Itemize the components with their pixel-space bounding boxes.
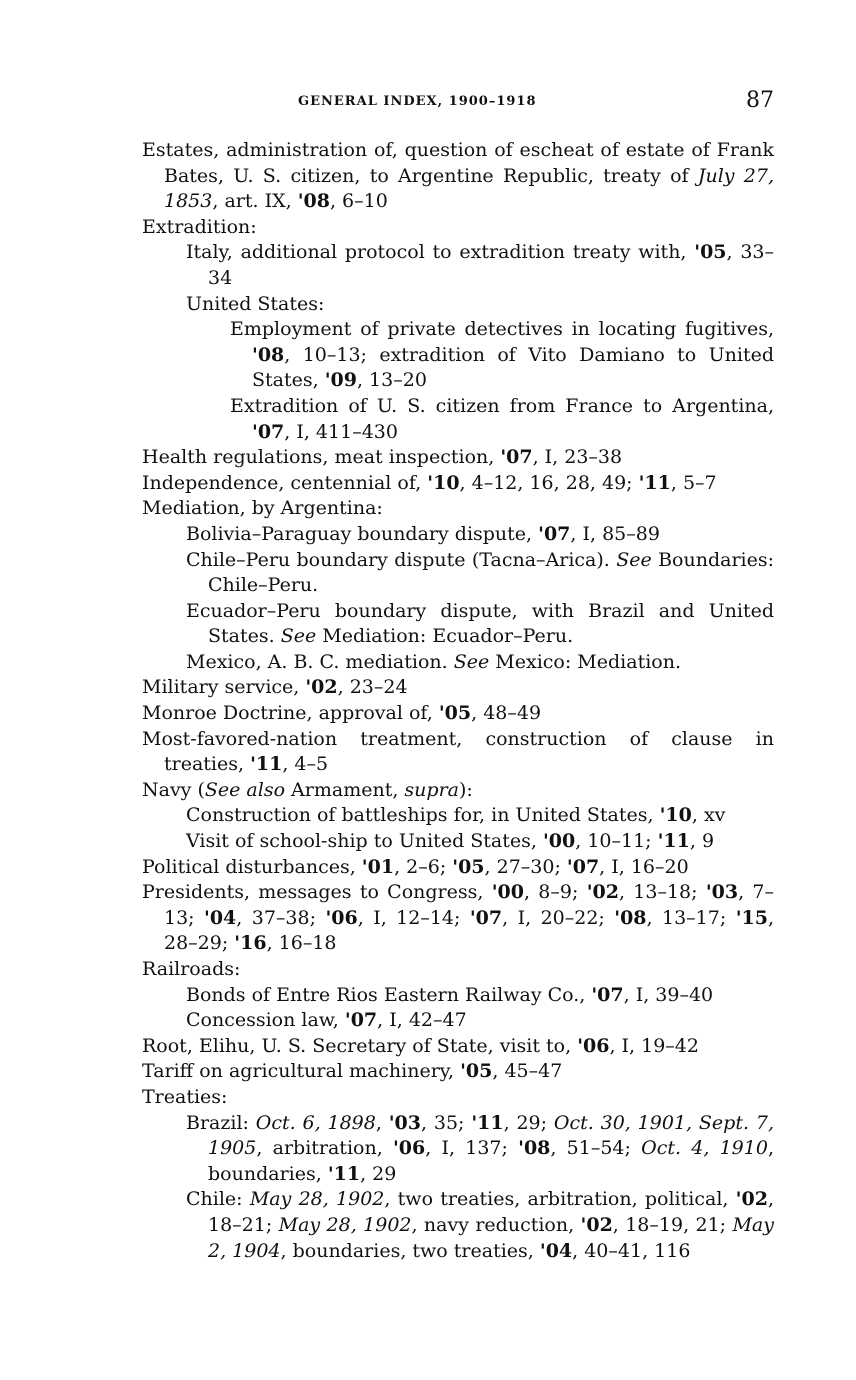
entry-text: , I, 19–42	[609, 1034, 699, 1057]
entry-text: ):	[458, 778, 473, 801]
italic-text: See	[616, 548, 652, 571]
entry-text: Ecuador–Peru boundary dispute, with Brazil and United States.	[186, 599, 774, 648]
entry-text: , 18–19, 21;	[612, 1213, 733, 1236]
entry-text: , 27–30;	[484, 855, 567, 878]
volume-ref: '10	[659, 804, 692, 827]
volume-ref: '10	[427, 471, 460, 494]
volume-ref: '07	[252, 420, 285, 443]
entry-text: , 18–21;	[208, 1188, 774, 1236]
volume-ref: '00	[491, 881, 524, 904]
entry-text: Construction of battleships for, in United States,	[186, 804, 660, 827]
index-entry	[142, 803, 774, 829]
entry-text: Italy, additional protocol to extradition treaty with,	[186, 241, 695, 264]
volume-ref: '07	[566, 855, 600, 878]
index-entry	[142, 983, 774, 1009]
entry-text: Railroads:	[142, 958, 241, 980]
index-entry	[142, 522, 774, 548]
entry-text: Chile:	[186, 1188, 250, 1211]
index-entry	[142, 394, 774, 445]
index-entry	[142, 880, 774, 957]
entry-text: , 51–54;	[550, 1137, 642, 1160]
italic-text: supra	[404, 778, 459, 801]
volume-ref: '00	[542, 830, 576, 853]
index-entry	[142, 829, 774, 855]
entry-text: , I, 39–40	[623, 983, 714, 1006]
volume-ref: '11	[657, 830, 690, 853]
volume-ref: '06	[392, 1137, 426, 1160]
entry-text: , boundaries,	[208, 1137, 774, 1185]
entry-text: Presidents, messages to Congress,	[142, 881, 492, 904]
index-entry	[142, 675, 774, 701]
index-entry	[142, 701, 774, 727]
volume-ref: '08	[252, 343, 285, 366]
index-entry	[142, 957, 774, 983]
index-entry	[142, 1187, 774, 1264]
index-entry	[142, 1008, 774, 1034]
index-entries	[142, 138, 774, 1264]
entry-text: , 5–7	[670, 471, 717, 494]
volume-ref: '11	[327, 1162, 361, 1185]
entry-text: , boundaries, two treaties,	[280, 1239, 540, 1262]
entry-text: , 16–18	[266, 932, 337, 955]
index-entry	[142, 1085, 774, 1111]
entry-text: , I, 42–47	[377, 1009, 467, 1032]
entry-text: ,	[375, 1111, 389, 1134]
volume-ref: '08	[297, 190, 330, 213]
volume-ref: '06	[577, 1034, 610, 1057]
entry-text: , I, 23–38	[532, 446, 623, 469]
index-entry	[142, 496, 774, 522]
entry-text: Treaties:	[142, 1085, 228, 1108]
italic-text: May 28, 1902	[249, 1188, 385, 1211]
index-entry	[142, 855, 774, 881]
volume-ref: '05	[694, 241, 727, 264]
entry-text: Bonds of Entre Rios Eastern Railway Co.,	[186, 983, 592, 1006]
volume-ref: '07	[500, 446, 533, 469]
italic-text: May 2, 1904	[208, 1213, 774, 1262]
index-entry	[142, 727, 774, 778]
entry-text: Root, Elihu, U. S. Secretary of State, visit to,	[142, 1034, 578, 1057]
entry-text: , 7–13;	[164, 881, 775, 929]
entry-text: Independence, centennial of,	[142, 471, 428, 494]
index-entry	[142, 548, 774, 599]
entry-text: , 35;	[421, 1111, 472, 1134]
entry-text: Mexico: Mediation.	[489, 650, 681, 673]
volume-ref: '08	[518, 1137, 551, 1160]
entry-text: , 23–24	[337, 676, 408, 699]
entry-text: Military service,	[142, 676, 306, 699]
entry-text: Employment of private detectives in locating fugitives,	[230, 318, 774, 341]
page-number: 87	[746, 88, 774, 113]
entry-text: United States:	[186, 292, 325, 315]
entry-text: Tariff on agricultural machinery,	[142, 1060, 461, 1083]
volume-ref: '09	[324, 369, 357, 392]
volume-ref: '05	[438, 702, 472, 725]
entry-text: , 6–10	[329, 190, 388, 213]
index-entry	[142, 215, 774, 241]
index-entry	[142, 1059, 774, 1085]
italic-text: See also	[204, 778, 286, 801]
italic-text: Oct. 30, 1901, Sept. 7, 1905	[208, 1111, 774, 1160]
entry-text: , 4–5	[282, 753, 329, 776]
entry-text: , 4–12, 16, 28, 49;	[459, 471, 639, 494]
entry-text: , 29	[360, 1162, 397, 1185]
entry-text: Armament,	[285, 778, 405, 801]
entry-text: , I, 20–22;	[502, 906, 615, 929]
italic-text: May 28, 1902	[278, 1213, 412, 1236]
volume-ref: '11	[471, 1111, 504, 1134]
italic-text: July 27, 1853	[164, 164, 774, 213]
volume-ref: '05	[460, 1060, 493, 1083]
entry-text: , 29;	[503, 1111, 554, 1134]
volume-ref: '07	[591, 983, 624, 1006]
entry-text: Navy (	[142, 778, 205, 801]
volume-ref: '08	[614, 906, 647, 929]
entry-text: , 10–11;	[575, 830, 658, 853]
volume-ref: '02	[580, 1213, 613, 1236]
entry-text: Monroe Doctrine, approval of,	[142, 702, 439, 725]
entry-text: , two treaties, arbitration, political,	[384, 1188, 736, 1211]
entry-text: , I, 12–14;	[357, 906, 470, 929]
entry-text: Bolivia–Paraguay boundary dispute,	[186, 522, 539, 545]
index-entry	[142, 778, 774, 804]
running-title: GENERAL INDEX, 1900–1918	[298, 94, 537, 109]
volume-ref: '16	[234, 932, 267, 955]
entry-text: , I, 137;	[425, 1137, 519, 1160]
entry-text: Mediation: Ecuador–Peru.	[316, 625, 574, 648]
volume-ref: '02	[586, 881, 619, 904]
entry-text: , I, 411–430	[284, 420, 398, 443]
volume-ref: '04	[204, 906, 237, 929]
volume-ref: '15	[735, 906, 768, 929]
entry-text: Extradition:	[142, 215, 257, 238]
running-header	[142, 88, 774, 118]
italic-text: See	[280, 625, 317, 648]
entry-text: , 13–20	[356, 369, 427, 392]
entry-text: , 28–29;	[164, 906, 775, 955]
entry-text: , 8–9;	[523, 881, 587, 904]
entry-text: , art. IX,	[212, 190, 298, 213]
entry-text: , 13–18;	[618, 881, 706, 904]
entry-text: Political disturbances,	[142, 855, 362, 878]
index-entry	[142, 471, 774, 497]
entry-text: , 37–38;	[236, 906, 326, 929]
volume-ref: '07	[469, 906, 503, 929]
index-entry	[142, 138, 774, 215]
italic-text: See	[453, 650, 490, 673]
entry-text: , 45–47	[492, 1060, 563, 1083]
volume-ref: '06	[325, 906, 358, 929]
index-entry	[142, 650, 774, 676]
entry-text: , 13–17;	[646, 906, 736, 929]
volume-ref: '01	[361, 855, 395, 878]
entry-text: , xv	[691, 804, 726, 827]
volume-ref: '05	[452, 855, 485, 878]
entry-text: Brazil:	[186, 1111, 256, 1134]
volume-ref: '03	[705, 881, 739, 904]
volume-ref: '02	[735, 1188, 768, 1211]
volume-ref: '07	[538, 522, 571, 545]
entry-text: , 48–49	[471, 702, 542, 725]
italic-text: Oct. 6, 1898	[255, 1111, 376, 1134]
index-entry	[142, 599, 774, 650]
entry-text: Estates, administration of, question of escheat of estate of Frank Bates, U. S. citizen, to Argentine Republic, treaty of	[142, 139, 774, 187]
entry-text: Mexico, A. B. C. mediation.	[186, 650, 454, 673]
volume-ref: '02	[305, 676, 338, 699]
entry-text: , 33–34	[208, 241, 775, 289]
volume-ref: '03	[388, 1111, 421, 1134]
volume-ref: '07	[344, 1009, 378, 1032]
volume-ref: '11	[638, 471, 671, 494]
entry-text: , 10–13; extradition of Vito Damiano to United States,	[252, 343, 774, 392]
entry-text: Most-favored-nation treatment, construction of clause in treaties,	[142, 727, 774, 776]
entry-text: Concession law,	[186, 1009, 345, 1032]
entry-text: Visit of school-ship to United States,	[186, 830, 543, 853]
entry-text: , 9	[689, 830, 715, 853]
volume-ref: '04	[539, 1239, 573, 1262]
entry-text: , 40–41, 116	[572, 1239, 691, 1262]
entry-text: , navy reduction,	[411, 1213, 581, 1236]
entry-text: , I, 85–89	[570, 522, 660, 545]
entry-text: Chile–Peru boundary dispute (Tacna–Arica).	[186, 548, 617, 571]
index-entry	[142, 317, 774, 394]
index-entry	[142, 1034, 774, 1060]
volume-ref: '11	[250, 753, 283, 776]
entry-text: Health regulations, meat inspection,	[142, 446, 501, 469]
index-entry	[142, 1111, 774, 1188]
index-entry	[142, 240, 774, 291]
entry-text: Extradition of U. S. citizen from France to Argentina,	[230, 394, 774, 417]
entry-text: , I, 16–20	[599, 855, 689, 878]
entry-text: Mediation, by Argentina:	[142, 497, 383, 520]
entry-text: , 2–6;	[394, 855, 453, 878]
entry-text: Boundaries: Chile–Peru.	[208, 548, 774, 597]
index-entry	[142, 445, 774, 471]
index-entry	[142, 292, 774, 318]
italic-text: Oct. 4, 1910	[641, 1137, 768, 1160]
entry-text: , arbitration,	[256, 1137, 393, 1160]
